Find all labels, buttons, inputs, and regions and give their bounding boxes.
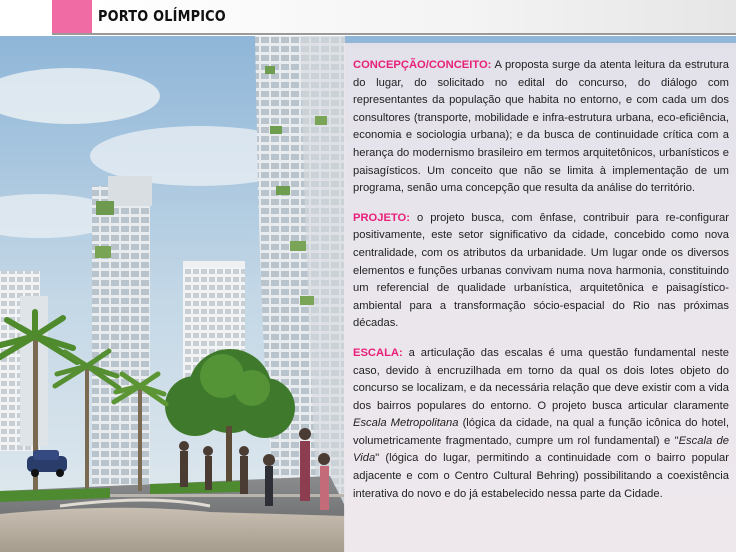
scale-text-3: " (lógica do lugar, permitindo a continuidade com o bairro popular adjacente e com o Centro Cultural Behring) possibilitando a coexistência interativa do novo e do já estabelecido nessa parte da Cidade. (353, 452, 729, 500)
project-paragraph (353, 210, 729, 333)
header-divider (52, 33, 736, 35)
concept-paragraph (353, 57, 729, 198)
page-title: PORTO OLÍMPICO (98, 7, 226, 25)
scale-text-1: a articulação das escalas é uma questão fundamental neste caso, devido à encruzilhada em torno da qual os dois lotes objeto do concurso se localizam, e da necessária relação que deve existir com a vida dos bairros populares do entorno. O projeto busca articular claramente (353, 346, 729, 412)
project-text: o projeto busca, com ênfase, contribuir para re-configurar positivamente, este setor significativo da cidade, concebido como nova centralidade, com os atributos da urbanidade. Um lugar onde os diversos elementos e funções urbanas convivam numa nova harmonia, constituindo um referencial de qualidade urbanística, arquitetônica e paisagístico-ambiental para a transformação sócio-espacial do Rio nas próximas décadas. (353, 211, 729, 330)
scale-text-2: (lógica da cidade, na qual a função icônica do hotel, volumetricamente fragmentado, cumpre um rol fundamental) e " (353, 417, 729, 447)
description-panel (344, 43, 736, 552)
scale-paragraph (353, 345, 729, 503)
header-accent-block (52, 0, 92, 33)
scale-heading: ESCALA: (353, 346, 403, 359)
project-heading: PROJETO: (353, 211, 410, 224)
scale-emphasis-metropolitan: Escala Metropolitana (353, 417, 459, 430)
concept-heading: CONCEPÇÃO/CONCEITO: (353, 59, 492, 71)
scale-emphasis-life: Escala de Vida (353, 434, 729, 465)
page-header (0, 0, 736, 36)
concept-text: A proposta surge da atenta leitura da estrutura do lugar, do solicitado no edital do concurso, do diálogo com representantes da população que habita no entorno, e com cada um dos consultores (transporte, mobilidade e infra-estrutura urbana, eco-eficiência, economia e sociologia urbana); e da busca de continuidade crítica com a herança do modernismo brasileiro em termos arquitetônicos, urbanísticos e paisagísticos. Um conceito que não se limita à implementação de um programa, senão uma concepção que resulta da análise do território. (353, 59, 729, 195)
